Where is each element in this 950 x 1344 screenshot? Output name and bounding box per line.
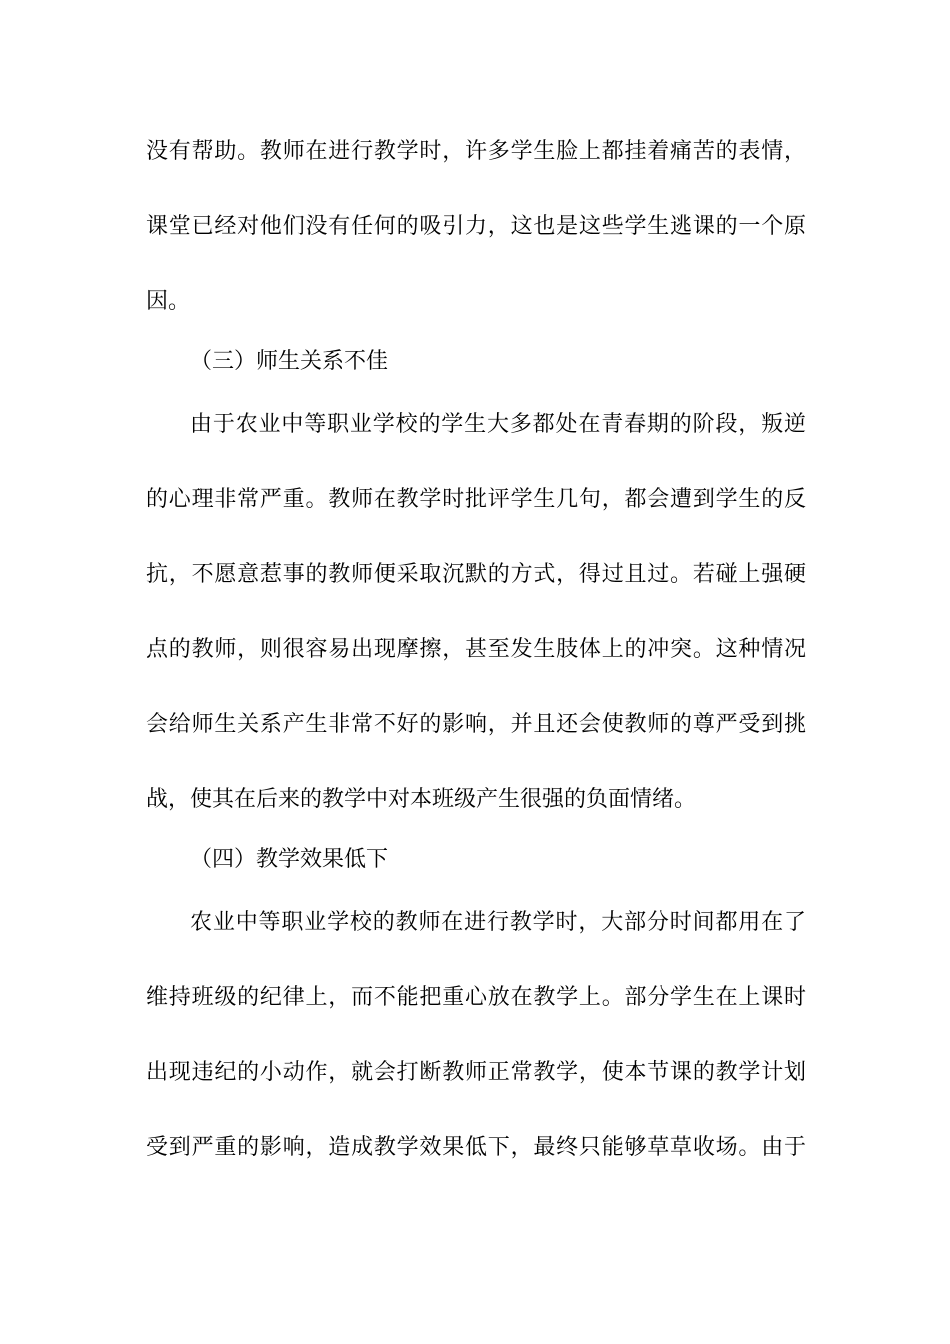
section-heading: （三）师生关系不佳 xyxy=(190,349,389,374)
paragraph-line: 战，使其在后来的教学中对本班级产生很强的负面情绪。 xyxy=(146,787,697,812)
paragraph-line: 出现违纪的小动作，就会打断教师正常教学，使本节课的教学计划 xyxy=(146,1060,806,1085)
paragraph-line: 会给师生关系产生非常不好的影响，并且还会使教师的尊严受到挑 xyxy=(146,712,806,737)
section-heading: （四）教学效果低下 xyxy=(190,847,389,872)
paragraph-line: 因。 xyxy=(146,289,191,314)
paragraph-line: 抗，不愿意惹事的教师便采取沉默的方式，得过且过。若碰上强硬 xyxy=(146,562,806,587)
paragraph-line: 点的教师，则很容易出现摩擦，甚至发生肢体上的冲突。这种情况 xyxy=(146,637,806,662)
paragraph-line: 受到严重的影响，造成教学效果低下，最终只能够草草收场。由于 xyxy=(146,1135,806,1160)
paragraph-line: 的心理非常严重。教师在教学时批评学生几句，都会遭到学生的反 xyxy=(146,487,806,512)
paragraph-line: 没有帮助。教师在进行教学时，许多学生脸上都挂着痛苦的表情， xyxy=(146,139,806,164)
paragraph-line: 维持班级的纪律上，而不能把重心放在教学上。部分学生在上课时 xyxy=(146,985,806,1010)
paragraph-line: 农业中等职业学校的教师在进行教学时，大部分时间都用在了 xyxy=(190,910,806,935)
paragraph-line: 课堂已经对他们没有任何的吸引力，这也是这些学生逃课的一个原 xyxy=(146,214,806,239)
paragraph-line: 由于农业中等职业学校的学生大多都处在青春期的阶段，叛逆 xyxy=(190,412,806,437)
